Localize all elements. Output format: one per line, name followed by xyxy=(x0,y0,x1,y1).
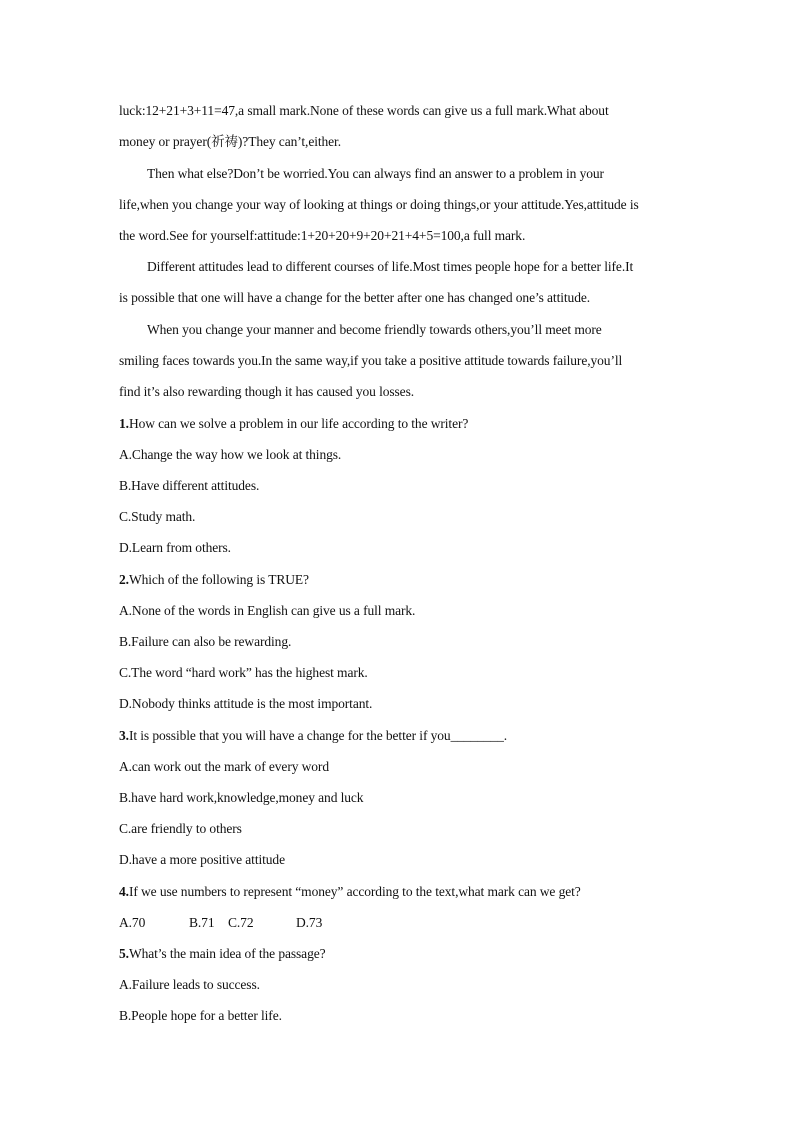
question-4-option-d: D.73 xyxy=(296,915,323,930)
question-number: 3. xyxy=(119,728,129,743)
question-3-option-d: D.have a more positive attitude xyxy=(119,852,285,867)
question-number: 2. xyxy=(119,572,129,587)
question-5-option-b: B.People hope for a better life. xyxy=(119,1008,282,1023)
question-4-option-c: C.72 xyxy=(228,915,254,930)
question-text: How can we solve a problem in our life according to the writer? xyxy=(128,416,469,431)
question-number: 5. xyxy=(119,946,129,961)
question-4-option-a: A.70 xyxy=(119,915,146,930)
question-4-option-b: B.71 xyxy=(189,915,215,930)
question-1-option-b: B.Have different attitudes. xyxy=(119,478,260,493)
passage-line: life,when you change your way of looking at things or doing things,or your attitude.Yes,attitude is xyxy=(119,197,639,212)
question-3-option-b: B.have hard work,knowledge,money and luck xyxy=(119,790,364,805)
passage-line: luck:12+21+3+11=47,a small mark.None of these words can give us a full mark.What about xyxy=(119,103,609,118)
passage-line: Then what else?Don’t be worried.You can always find an answer to a problem in your xyxy=(147,166,604,181)
question-text: It is possible that you will have a change for the better if you________. xyxy=(128,728,508,743)
passage-line: money or prayer(祈祷)?They can’t,either. xyxy=(119,134,341,149)
question-2-option-b: B.Failure can also be rewarding. xyxy=(119,634,292,649)
question-number: 1. xyxy=(119,416,129,431)
passage-line: smiling faces towards you.In the same way,if you take a positive attitude towards failure,you’ll xyxy=(119,353,623,368)
passage-line: the word.See for yourself:attitude:1+20+20+9+20+21+4+5=100,a full mark. xyxy=(119,228,526,243)
question-5-stem xyxy=(119,946,326,962)
passage-line: When you change your manner and become friendly towards others,you’ll meet more xyxy=(147,322,602,337)
question-1-option-c: C.Study math. xyxy=(119,509,196,524)
question-text: Which of the following is TRUE? xyxy=(128,572,309,587)
question-2-stem xyxy=(119,572,309,588)
question-3-option-a: A.can work out the mark of every word xyxy=(119,759,329,774)
question-1-option-d: D.Learn from others. xyxy=(119,540,231,555)
question-2-option-a: A.None of the words in English can give us a full mark. xyxy=(119,603,416,618)
question-2-option-c: C.The word “hard work” has the highest mark. xyxy=(119,665,368,680)
question-1-stem xyxy=(119,416,468,432)
question-5-option-a: A.Failure leads to success. xyxy=(119,977,260,992)
passage-line: Different attitudes lead to different courses of life.Most times people hope for a better life.It xyxy=(147,259,634,274)
question-3-stem xyxy=(119,728,507,744)
question-4-options xyxy=(119,915,322,931)
question-3-option-c: C.are friendly to others xyxy=(119,821,242,836)
passage-line: find it’s also rewarding though it has caused you losses. xyxy=(119,384,415,399)
question-1-option-a: A.Change the way how we look at things. xyxy=(119,447,342,462)
question-text: If we use numbers to represent “money” according to the text,what mark can we get? xyxy=(128,884,581,899)
question-2-option-d: D.Nobody thinks attitude is the most important. xyxy=(119,696,373,711)
question-text: What’s the main idea of the passage? xyxy=(128,946,326,961)
passage-line: is possible that one will have a change for the better after one has changed one’s attitude. xyxy=(119,290,591,305)
question-number: 4. xyxy=(119,884,129,899)
question-4-stem xyxy=(119,884,581,900)
